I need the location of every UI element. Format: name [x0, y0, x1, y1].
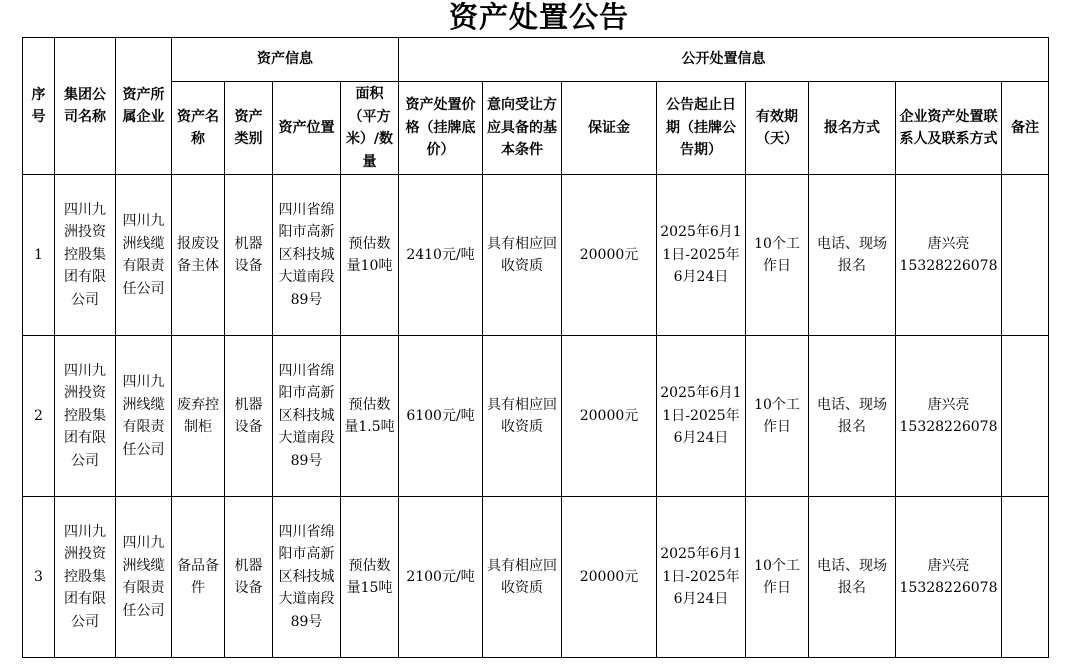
cell-asset-location: 四川省绵阳市高新区科技城大道南段89号: [273, 497, 341, 658]
cell-price: 6100元/吨: [399, 336, 483, 497]
cell-group-company: 四川九洲投资控股集团有限公司: [55, 497, 116, 658]
header-row-group: [23, 38, 1049, 82]
asset-disposal-table: [22, 37, 1049, 658]
cell-contact: [896, 497, 1002, 658]
cell-contact: [896, 175, 1002, 336]
cell-owner-company: 四川九洲线缆有限责任公司: [116, 497, 172, 658]
header-contact: 企业资产处置联系人及联系方式: [896, 82, 1002, 175]
header-asset-location: 资产位置: [273, 82, 341, 175]
cell-deposit: 20000元: [562, 497, 657, 658]
cell-group-company: 四川九洲投资控股集团有限公司: [55, 175, 116, 336]
cell-announce-date: 2025年6月11日-2025年6月24日: [657, 336, 746, 497]
header-asset-type: 资产类别: [225, 82, 273, 175]
contact-name: 唐兴亮: [927, 235, 970, 252]
cell-area-quantity: 预估数量1.5吨: [341, 336, 399, 497]
header-area-quantity: 面积（平方米）/数量: [341, 82, 399, 175]
cell-contact: [896, 336, 1002, 497]
cell-owner-company: 四川九洲线缆有限责任公司: [116, 175, 172, 336]
cell-registration: 电话、现场报名: [809, 497, 896, 658]
cell-registration: 电话、现场报名: [809, 175, 896, 336]
contact-name: 唐兴亮: [927, 557, 970, 574]
cell-seq: 1: [23, 175, 55, 336]
contact-phone: 15328226078: [899, 419, 998, 435]
cell-group-company: 四川九洲投资控股集团有限公司: [55, 336, 116, 497]
table-row: [23, 497, 1049, 658]
header-validity: 有效期（天）: [746, 82, 809, 175]
header-asset-name: 资产名称: [172, 82, 225, 175]
page-title: 资产处置公告: [448, 0, 629, 34]
cell-remarks: [1002, 336, 1049, 497]
cell-announce-date: 2025年6月11日-2025年6月24日: [657, 175, 746, 336]
cell-conditions: 具有相应回收资质: [483, 336, 562, 497]
cell-deposit: 20000元: [562, 336, 657, 497]
cell-validity: 10个工作日: [746, 336, 809, 497]
header-group-company: 集团公司名称: [55, 38, 116, 175]
contact-phone: 15328226078: [899, 258, 998, 274]
cell-asset-name: 备品备件: [172, 497, 225, 658]
header-announce-date: 公告起止日期（挂牌公告期）: [657, 82, 746, 175]
header-owner-company: 资产所属企业: [116, 38, 172, 175]
cell-asset-name: 废弃控制柜: [172, 336, 225, 497]
cell-asset-location: 四川省绵阳市高新区科技城大道南段89号: [273, 336, 341, 497]
cell-area-quantity: 预估数量10吨: [341, 175, 399, 336]
cell-asset-type: 机器设备: [225, 336, 273, 497]
cell-conditions: 具有相应回收资质: [483, 497, 562, 658]
cell-seq: 2: [23, 336, 55, 497]
header-registration: 报名方式: [809, 82, 896, 175]
contact-phone: 15328226078: [899, 580, 998, 596]
cell-validity: 10个工作日: [746, 497, 809, 658]
cell-owner-company: 四川九洲线缆有限责任公司: [116, 336, 172, 497]
cell-seq: 3: [23, 497, 55, 658]
table-row: [23, 175, 1049, 336]
header-seq: 序号: [23, 38, 55, 175]
cell-registration: 电话、现场报名: [809, 336, 896, 497]
cell-asset-type: 机器设备: [225, 497, 273, 658]
cell-asset-name: 报废设备主体: [172, 175, 225, 336]
cell-asset-location: 四川省绵阳市高新区科技城大道南段89号: [273, 175, 341, 336]
cell-asset-type: 机器设备: [225, 175, 273, 336]
contact-name: 唐兴亮: [927, 396, 970, 413]
table-row: [23, 336, 1049, 497]
cell-validity: 10个工作日: [746, 175, 809, 336]
cell-announce-date: 2025年6月11日-2025年6月24日: [657, 497, 746, 658]
cell-deposit: 20000元: [562, 175, 657, 336]
cell-remarks: [1002, 497, 1049, 658]
header-conditions: 意向受让方应具备的基本条件: [483, 82, 562, 175]
cell-price: 2410元/吨: [399, 175, 483, 336]
cell-price: 2100元/吨: [399, 497, 483, 658]
header-asset-info: 资产信息: [172, 38, 399, 82]
cell-remarks: [1002, 175, 1049, 336]
header-disposal-info: 公开处置信息: [399, 38, 1049, 82]
header-row-sub: [23, 82, 1049, 175]
header-remarks: 备注: [1002, 82, 1049, 175]
cell-conditions: 具有相应回收资质: [483, 175, 562, 336]
cell-area-quantity: 预估数量15吨: [341, 497, 399, 658]
header-price: 资产处置价格（挂牌底价）: [399, 82, 483, 175]
header-deposit: 保证金: [562, 82, 657, 175]
